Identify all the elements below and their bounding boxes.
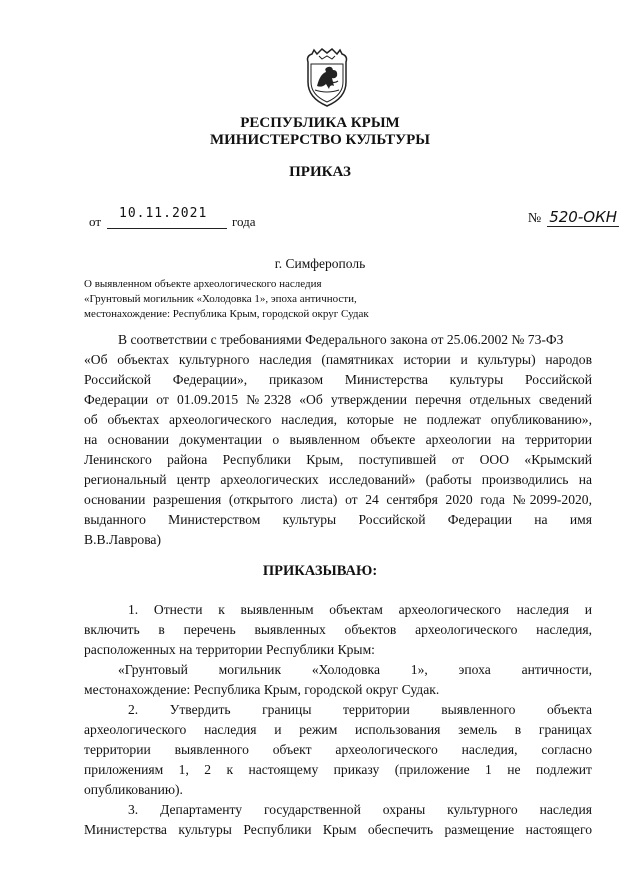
item-line: включить в перечень выявленных объектов археологического наследия,: [84, 622, 592, 637]
item-line: 2. Утвердить границы территории выявленного объекта: [128, 702, 592, 717]
preamble-line: Российской Федерации», приказом Министерства культуры Российской: [84, 372, 592, 387]
number-sign: №: [527, 211, 542, 226]
item-line: «Грунтовый могильник «Холодовка 1», эпоха античности,: [118, 662, 592, 677]
header-republic: РЕСПУБЛИКА КРЫМ: [240, 115, 400, 131]
preamble-line: основании разрешения (открытого листа) от 24 сентября 2020 года №2099-2020,: [84, 492, 592, 507]
preamble: [84, 330, 592, 550]
item-line: 1. Отнести к выявленным объектам археологического наследия и: [128, 602, 592, 617]
subject-line: местонахождение: Республика Крым, городской округ Судак: [84, 308, 369, 320]
preamble-line: Федерации от 01.09.2015 №2328 «Об утверждении перечня отдельных сведений: [84, 392, 592, 407]
coat-of-arms-emblem: [302, 48, 352, 108]
date-year-label: года: [232, 214, 256, 229]
subject-line: О выявленном объекте археологического наследия: [84, 278, 322, 290]
item-line: археологического наследия и режим использования земель в границах: [84, 722, 592, 737]
header-ministry: МИНИСТЕРСТВО КУЛЬТУРЫ: [209, 132, 431, 148]
item-line: местонахождение: Республика Крым, городской округ Судак.: [84, 682, 440, 697]
item-line: территории выявленного объект археологического наследия, согласно: [84, 742, 592, 757]
order-word: ПРИКАЗЫВАЮ:: [262, 563, 378, 579]
date-from-label: от: [89, 214, 102, 229]
preamble-line: на основании документации о выявленном объекте археологии на территории: [84, 432, 592, 447]
subject-block: [84, 277, 369, 322]
order-number: [528, 208, 619, 227]
item-line: Министерства культуры Республики Крым обеспечить размещение настоящего: [84, 822, 592, 837]
preamble-line: об объектах археологического наследия, которые не подлежат опубликованию»,: [84, 412, 592, 427]
subject-line: «Грунтовый могильник «Холодовка 1», эпоха античности,: [84, 293, 357, 305]
city: г. Симферополь: [274, 256, 366, 271]
preamble-line: выданного Министерством культуры Российской Федерации на имя: [84, 512, 592, 527]
date-number-row: [89, 208, 619, 232]
preamble-line: В.В.Лаврова): [84, 532, 161, 547]
document-type-title: ПРИКАЗ: [289, 164, 351, 180]
item-line: расположенных на территории Республики Крым:: [84, 642, 375, 657]
preamble-line: Ленинского района Республики Крым, поступившей от ООО «Крымский: [84, 452, 592, 467]
preamble-line: региональный центр археологических исследований» (работы производились на: [84, 472, 592, 487]
item-line: опубликованию).: [84, 782, 183, 797]
item-line: приложениям 1, 2 к настоящему приказу (приложение 1 не подлежит: [84, 762, 592, 777]
order-items: [84, 600, 592, 840]
handwritten-order-number: 520-ОКН: [549, 208, 617, 226]
item-line: 3. Департаменту государственной охраны культурного наследия: [128, 802, 592, 817]
preamble-line: «Об объектах культурного наследия (памятниках истории и культуры) народов: [84, 352, 592, 367]
handwritten-date: 10.11.2021: [119, 206, 208, 221]
preamble-line: В соответствии с требованиями Федерального закона от 25.06.2002 № 73-ФЗ: [118, 332, 564, 347]
